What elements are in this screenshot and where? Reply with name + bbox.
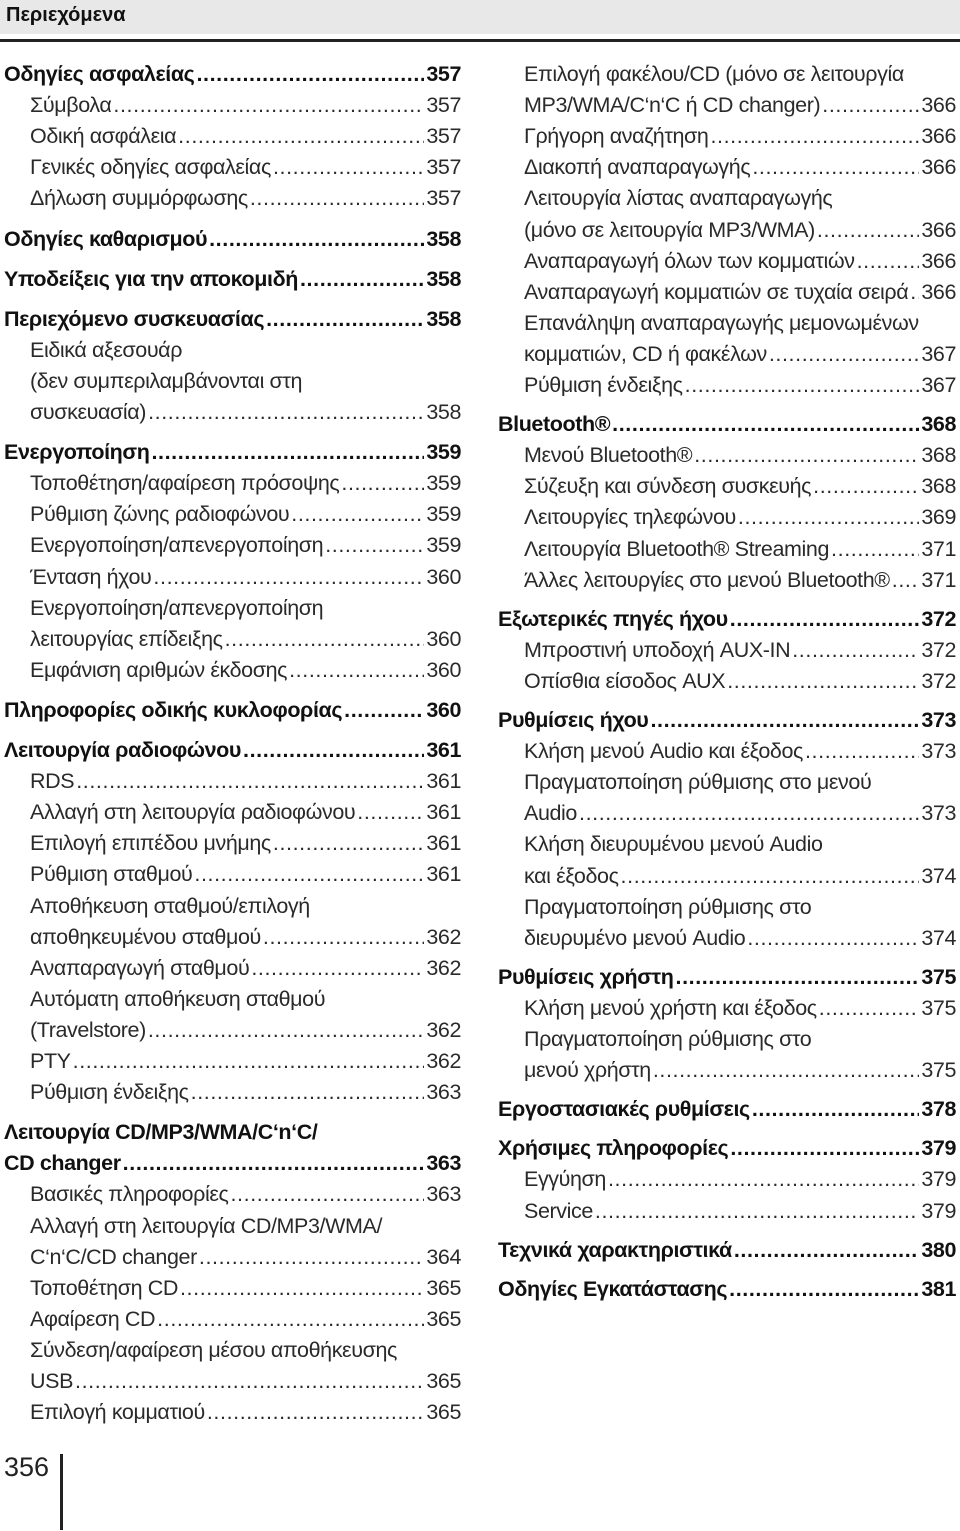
toc-entry-title: Κλήση μενού Audio και έξοδος [524, 739, 803, 764]
dot-leader [250, 184, 424, 213]
dot-leader [653, 1056, 920, 1085]
dot-leader [694, 441, 919, 470]
toc-entry-title: Ρύθμιση σταθμού [30, 862, 193, 887]
toc-entry-title: Ειδικά αξεσουάρ [30, 337, 183, 362]
toc-entry-page: 363 [426, 1080, 461, 1105]
dot-leader [194, 860, 424, 889]
toc-entry [4, 396, 461, 427]
toc-entry-page: 375 [921, 964, 956, 989]
dot-leader [822, 91, 919, 120]
toc-entry-title: Λειτουργία CD/MP3/WMA/C‘n‘C/ [4, 1120, 318, 1145]
toc-entry [4, 561, 461, 592]
toc-entry-title: Πραγματοποίηση ρύθμισης στο [524, 894, 812, 919]
dot-leader [191, 1078, 425, 1107]
toc-entry-title: αποθηκευμένου σταθμού [30, 924, 261, 949]
toc-entry-page: 359 [426, 533, 461, 558]
dot-leader [734, 1236, 920, 1265]
dot-leader [752, 153, 919, 182]
toc-entry-title: Αυτόματη αποθήκευση σταθμού [30, 986, 326, 1011]
toc-entry-page: 368 [921, 474, 956, 499]
header-divider [0, 39, 960, 42]
toc-entry-page: 375 [921, 1058, 956, 1083]
toc-entry-page: 371 [921, 567, 956, 592]
toc-entry [498, 860, 956, 891]
toc-entry-title: Εργοστασιακές ρυθμίσεις [498, 1097, 750, 1122]
toc-entry-title: Τοποθέτηση/αφαίρεση πρόσοψης [30, 471, 340, 496]
toc-entry-page: 381 [921, 1276, 956, 1301]
toc-entry [4, 1116, 461, 1147]
dot-leader [817, 216, 919, 245]
dot-leader [857, 247, 920, 276]
toc-entry-page: 365 [426, 1369, 461, 1393]
toc-entry-page: 375 [921, 995, 956, 1020]
toc-entry [4, 765, 461, 796]
toc-entry-page: 367 [921, 373, 956, 397]
toc-entry-title: Επιλογή επιπέδου μνήμης [30, 831, 271, 856]
toc-entry [498, 58, 956, 89]
toc-entry [498, 603, 956, 634]
toc-entry [498, 1023, 956, 1054]
toc-entry-page: 373 [921, 708, 956, 732]
dot-leader [892, 566, 920, 595]
dot-leader [73, 1047, 425, 1076]
dot-leader [752, 1095, 920, 1124]
toc-entry-title: μενού χρήστη [524, 1058, 651, 1083]
dot-leader [792, 636, 919, 665]
toc-entry-title: Ρύθμιση ένδειξης [524, 373, 683, 397]
dot-leader [685, 371, 920, 400]
toc-entry-title: Εμφάνιση αριθμών έκδοσης [30, 657, 288, 682]
toc-entry [498, 961, 956, 992]
toc-entry [4, 592, 461, 623]
dot-leader [729, 1275, 919, 1304]
toc-entry-title: RDS [30, 769, 75, 794]
toc-entry-title: Οδηγίες ασφαλείας [4, 62, 195, 86]
toc-entry [4, 467, 461, 498]
toc-entry-title: Πραγματοποίηση ρύθμισης στο [524, 1027, 812, 1051]
toc-entry-page: 357 [426, 155, 461, 180]
toc-entry-title: Μπροστινή υποδοχή AUX-IN [524, 637, 791, 662]
dot-leader [344, 696, 424, 725]
page-number: 356 [4, 1452, 50, 1482]
toc-entry [4, 1014, 461, 1045]
dot-leader [273, 829, 424, 858]
toc-entry [498, 1163, 956, 1194]
toc-entry [4, 796, 461, 827]
toc-entry [4, 365, 461, 396]
toc-entry-page: 379 [921, 1167, 956, 1192]
toc-entry [498, 1054, 956, 1085]
toc-entry-title: Πραγματοποίηση ρύθμισης στο μενού [524, 770, 872, 795]
toc-entry [4, 1396, 461, 1427]
toc-entry-title: Σύνδεση/αφαίρεση μέσου αποθήκευσης [30, 1337, 397, 1362]
toc-entry-title: Διακοπή αναπαραγωγής [524, 155, 751, 180]
dot-leader [595, 1197, 919, 1226]
toc-entry [4, 529, 461, 560]
toc-entry [4, 952, 461, 983]
toc-entry-page: 357 [426, 186, 461, 211]
dot-leader [157, 1305, 424, 1334]
toc-entry-page: 365 [426, 1400, 461, 1425]
dot-leader [910, 278, 919, 307]
dot-leader [230, 1180, 424, 1209]
toc-entry-title: Σύζευξη και σύνδεση συσκευής [524, 474, 812, 499]
toc-entry-title: Κλήση μενού χρήστη και έξοδος [524, 995, 817, 1020]
toc-entry-page: 365 [426, 1306, 461, 1331]
dot-leader [805, 737, 919, 766]
toc-entry [4, 827, 461, 858]
toc-entry-title: Οδηγίες καθαρισμού [4, 226, 208, 251]
dot-leader [273, 153, 424, 182]
toc-entry-page: 364 [426, 1244, 461, 1269]
toc-entry-title: Αλλαγή στη λειτουργία ραδιοφώνου [30, 800, 356, 825]
toc-entry-page: 361 [426, 738, 461, 762]
toc-entry-title: κομματιών, CD ή φακέλων [524, 341, 767, 366]
toc-entry-page: 373 [921, 739, 956, 764]
toc-entry-page: 357 [426, 93, 461, 118]
toc-entry [4, 1178, 461, 1209]
dot-leader [153, 563, 424, 592]
toc-entry-title: Audio [524, 801, 577, 826]
toc-entry-title: Οπίσθια είσοδος AUX [524, 668, 726, 693]
toc-entry-page: 360 [426, 697, 461, 722]
toc-entry-page: 372 [921, 668, 956, 693]
toc-entry [498, 470, 956, 501]
toc-entry [498, 1132, 956, 1163]
toc-entry [498, 214, 956, 245]
toc-entry [4, 1365, 461, 1396]
toc-entry-page: 361 [426, 831, 461, 856]
toc-entry [4, 89, 461, 120]
toc-entry-title: Άλλες λειτουργίες στο μενού Bluetooth® [524, 567, 890, 592]
dot-leader [209, 225, 424, 254]
dot-leader [225, 625, 425, 654]
toc-entry [498, 634, 956, 665]
toc-entry-page: 360 [426, 564, 461, 589]
toc-entry-page: 366 [921, 93, 956, 118]
toc-entry-page: 372 [921, 637, 956, 662]
toc-entry [498, 704, 956, 735]
toc-entry [4, 623, 461, 654]
toc-entry-title: Βασικές πληροφορίες [30, 1182, 229, 1207]
toc-entry [498, 151, 956, 182]
toc-entry-title: Ρύθμιση ένδειξης [30, 1080, 189, 1105]
toc-entry [498, 564, 956, 595]
toc-entry-page: 361 [426, 862, 461, 887]
toc-entry-title: Εξωτερικές πηγές ήχου [498, 606, 728, 631]
dot-leader [813, 472, 919, 501]
toc-entry [498, 89, 956, 120]
toc-entry [498, 245, 956, 276]
dot-leader [207, 1398, 424, 1427]
toc-entry-page: 372 [921, 606, 956, 631]
toc-entry [4, 151, 461, 182]
dot-leader [243, 736, 424, 765]
toc-entry [4, 1147, 461, 1178]
toc-entry-page: 367 [921, 341, 956, 366]
toc-entry [4, 303, 461, 334]
toc-entry-page: 380 [921, 1237, 956, 1262]
toc-entry-title: Επιλογή φακέλου/CD (μόνο σε λειτουργία [524, 62, 904, 86]
dot-leader [579, 799, 919, 828]
dot-leader [341, 469, 424, 498]
toc-entry-page: 366 [921, 248, 956, 273]
toc-entry-page: 366 [921, 155, 956, 180]
toc-entry [498, 891, 956, 922]
toc-entry [498, 276, 956, 307]
dot-leader [676, 963, 920, 992]
toc-entry [498, 533, 956, 564]
toc-entry-title: Ρυθμίσεις ήχου [498, 708, 649, 732]
toc-entry-title: διευρυμένο μενού Audio [524, 925, 746, 950]
toc-entry [4, 1334, 461, 1365]
toc-entry [498, 735, 956, 766]
toc-entry-title: Λειτουργία Bluetooth® Streaming [524, 536, 830, 561]
toc-entry-title: Λειτουργία λίστας αναπαραγωγής [524, 186, 833, 211]
toc-entry [498, 922, 956, 953]
toc-entry [4, 983, 461, 1014]
toc-entry-page: 362 [426, 1049, 461, 1073]
dot-leader [75, 1367, 424, 1396]
dot-leader [710, 122, 919, 151]
toc-entry [498, 1195, 956, 1226]
toc-entry-page: 358 [426, 226, 461, 251]
toc-entry-page: 359 [426, 440, 461, 465]
dot-leader [291, 500, 424, 529]
dot-leader [727, 667, 919, 696]
toc-entry-page: 368 [921, 412, 956, 437]
dot-leader [831, 535, 919, 564]
toc-entry-title: Αποθήκευση σταθμού/επιλογή [30, 893, 310, 918]
toc-entry [4, 498, 461, 529]
toc-entry-title: Ρύθμιση ζώνης ραδιοφώνου [30, 502, 290, 527]
toc-entry [4, 1272, 461, 1303]
toc-entry-title: Γρήγορη αναζήτηση [524, 124, 709, 149]
toc-entry [498, 828, 956, 859]
dot-leader [621, 862, 920, 891]
toc-entry-title: Υποδείξεις για την αποκομιδή [4, 266, 298, 291]
dot-leader [730, 1134, 919, 1163]
toc-entry-page: 359 [426, 471, 461, 496]
toc-entry-title: (δεν συμπεριλαμβάνονται στη [30, 368, 303, 393]
toc-entry-title: και έξοδος [524, 863, 619, 888]
toc-entry [4, 1241, 461, 1272]
toc-entry-title: Περιεχόμενο συσκευασίας [4, 306, 265, 331]
toc-entry [498, 369, 956, 400]
dot-leader [357, 798, 424, 827]
toc-entry-page: 369 [921, 505, 956, 530]
toc-entry [4, 654, 461, 685]
toc-entry-page: 373 [921, 801, 956, 826]
dot-leader [650, 706, 919, 735]
toc-entry [498, 992, 956, 1023]
toc-entry [498, 501, 956, 532]
toc-entry [4, 890, 461, 921]
toc-entry-page: 360 [426, 626, 461, 651]
toc-entry-title: Επιλογή κομματιού [30, 1400, 205, 1425]
toc-entry-title: Χρήσιμες πληροφορίες [498, 1136, 729, 1161]
dot-leader [289, 656, 424, 685]
toc-entry-page: 379 [921, 1136, 956, 1161]
toc-entry [498, 797, 956, 828]
toc-entry-page: 378 [921, 1097, 956, 1122]
toc-entry-title: λειτουργίας επίδειξης [30, 626, 223, 651]
dot-leader [266, 305, 424, 334]
toc-entry-page: 368 [921, 443, 956, 468]
dot-leader [747, 924, 919, 953]
toc-entry-page: 359 [426, 502, 461, 527]
toc-entry [498, 1234, 956, 1265]
toc-entry-title: Λειτουργίες τηλεφώνου [524, 505, 736, 530]
toc-entry-title: Αφαίρεση CD [30, 1306, 156, 1331]
dot-leader [769, 340, 920, 369]
toc-entry-title: C‘n‘C/CD changer [30, 1244, 197, 1269]
toc-entry [4, 858, 461, 889]
toc-entry [4, 1076, 461, 1107]
toc-entry-title: Ενεργοποίηση/απενεργοποίηση [30, 595, 324, 620]
toc-entry-title: συσκευασία) [30, 400, 147, 424]
footer-divider [60, 1454, 63, 1530]
dot-leader [738, 503, 919, 532]
toc-entry-page: 357 [426, 124, 461, 149]
toc-entry-title: Ενεργοποίηση/απενεργοποίηση [30, 533, 324, 558]
page-title: Περιεχόμενα [6, 4, 126, 26]
toc-entry-title: Τοποθέτηση CD [30, 1275, 178, 1300]
toc-entry-title: USB [30, 1369, 74, 1393]
dot-leader [300, 265, 424, 294]
toc-entry-page: 374 [921, 925, 956, 950]
toc-entry-page: 366 [921, 217, 956, 242]
toc-entry [4, 1045, 461, 1076]
toc-entry-title: Αλλαγή στη λειτουργία CD/MP3/WMA/ [30, 1213, 383, 1238]
toc-entry-page: 366 [921, 124, 956, 149]
toc-entry-page: 374 [921, 863, 956, 888]
toc-entry-title: Αναπαραγωγή σταθμού [30, 955, 250, 980]
header-band [0, 0, 960, 34]
toc-entry-title: Οδηγίες Εγκατάστασης [498, 1276, 728, 1301]
dot-leader [148, 398, 424, 427]
toc-entry-title: Γενικές οδηγίες ασφαλείας [30, 155, 271, 180]
dot-leader [76, 767, 424, 796]
toc-entry [4, 182, 461, 213]
toc-entry-title: Service [524, 1198, 593, 1223]
toc-entry [498, 1093, 956, 1124]
toc-entry [4, 223, 461, 254]
toc-entry [4, 1303, 461, 1334]
toc-entry-title: Ενεργοποίηση [4, 440, 150, 465]
dot-leader [612, 410, 919, 439]
toc-entry [498, 307, 956, 338]
dot-leader [180, 1274, 424, 1303]
toc-entry-page: 361 [426, 800, 461, 825]
toc-entry-title: Μενού Bluetooth® [524, 443, 693, 468]
toc-entry-title: Σύμβολα [30, 93, 112, 118]
toc-entry [498, 439, 956, 470]
toc-entry [4, 734, 461, 765]
toc-entry [4, 1210, 461, 1241]
toc-entry [4, 58, 461, 89]
toc-entry [498, 665, 956, 696]
toc-entry-title: Αναπαραγωγή όλων των κομματιών [524, 248, 855, 273]
toc-entry-page: 360 [426, 657, 461, 682]
toc-entry-title: Δήλωση συμμόρφωσης [30, 186, 248, 211]
dot-leader [113, 91, 424, 120]
toc-entry-page: 357 [426, 62, 461, 86]
dot-leader [151, 438, 424, 467]
toc-entry-title: (μόνο σε λειτουργία MP3/WMA) [524, 217, 815, 242]
toc-entry-page: 363 [426, 1151, 461, 1176]
toc-entry-page: 366 [921, 279, 956, 304]
dot-leader [730, 605, 920, 634]
toc-entry-title: Επανάληψη αναπαραγωγής μεμονωμένων [524, 310, 919, 335]
toc-entry-title: Λειτουργία ραδιοφώνου [4, 738, 241, 762]
toc-entry-page: 379 [921, 1198, 956, 1223]
toc-entry [4, 334, 461, 365]
dot-leader [148, 1016, 424, 1045]
toc-entry-title: Οδική ασφάλεια [30, 124, 177, 149]
toc-entry [498, 120, 956, 151]
toc-entry-title: PTY [30, 1049, 71, 1073]
toc-entry-page: 361 [426, 769, 461, 794]
toc-entry-title: Ένταση ήχου [30, 564, 152, 589]
toc-entry [4, 263, 461, 294]
toc-entry-title: Πληροφορίες οδικής κυκλοφορίας [4, 697, 343, 722]
toc-entry [498, 408, 956, 439]
toc-entry [4, 694, 461, 725]
toc-entry-page: 362 [426, 955, 461, 980]
dot-leader [819, 994, 920, 1023]
dot-leader [251, 954, 424, 983]
dot-leader [325, 531, 424, 560]
toc-entry-page: 358 [426, 266, 461, 291]
toc-entry-page: 363 [426, 1182, 461, 1207]
toc-entry-page: 362 [426, 1017, 461, 1042]
toc-entry-page: 371 [921, 536, 956, 561]
toc-entry-title: Τεχνικά χαρακτηριστικά [498, 1237, 732, 1262]
toc-entry-page: 365 [426, 1275, 461, 1300]
toc-entry-title: (Travelstore) [30, 1017, 146, 1042]
dot-leader [178, 122, 424, 151]
toc-entry [498, 766, 956, 797]
toc-entry-page: 358 [426, 400, 461, 424]
toc-entry [498, 182, 956, 213]
dot-leader [123, 1149, 425, 1178]
dot-leader [608, 1165, 919, 1194]
toc-entry-title: Αναπαραγωγή κομματιών σε τυχαία σειρά [524, 279, 909, 304]
dot-leader [196, 60, 424, 89]
toc-entry-title: Εγγύηση [524, 1167, 606, 1192]
toc-entry-title: CD changer [4, 1151, 121, 1176]
toc-entry [498, 1273, 956, 1304]
toc-entry [4, 120, 461, 151]
toc-entry-title: Ρυθμίσεις χρήστη [498, 964, 674, 989]
toc-entry [4, 921, 461, 952]
toc-entry-title: Bluetooth® [498, 412, 611, 437]
toc-entry-title: Κλήση διευρυμένου μενού Audio [524, 832, 823, 857]
toc-entry-title: MP3/WMA/C‘n‘C ή CD changer) [524, 93, 821, 118]
toc-entry-page: 362 [426, 924, 461, 949]
toc-entry-page: 358 [426, 306, 461, 331]
toc-entry [4, 436, 461, 467]
dot-leader [199, 1243, 424, 1272]
dot-leader [263, 923, 424, 952]
toc-entry [498, 338, 956, 369]
